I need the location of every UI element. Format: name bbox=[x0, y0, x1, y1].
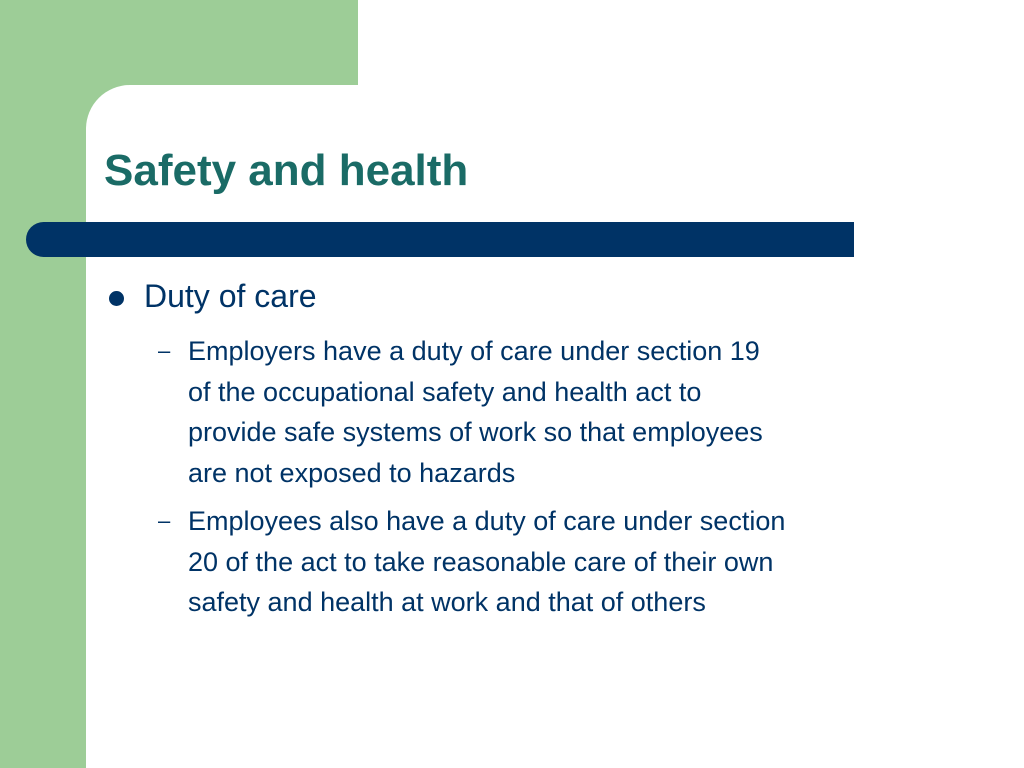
bullet-text: Duty of care bbox=[144, 278, 317, 314]
slide-title: Safety and health bbox=[104, 146, 469, 195]
sub-bullet-line: safety and health at work and that of others bbox=[188, 587, 706, 618]
title-underline-bar bbox=[26, 222, 854, 257]
sub-bullet-text bbox=[188, 331, 763, 494]
sub-bullet-line: of the occupational safety and health act to bbox=[188, 376, 702, 407]
bullet-dot-icon bbox=[109, 291, 124, 306]
dash-marker-icon: – bbox=[158, 338, 171, 363]
sub-bullet-text bbox=[188, 501, 785, 623]
sub-bullet-line: Employers have a duty of care under section 19 bbox=[188, 336, 760, 366]
sub-bullet-line: are not exposed to hazards bbox=[188, 458, 516, 489]
sub-bullet-line: Employees also have a duty of care under section bbox=[188, 506, 786, 536]
sub-bullet-line: 20 of the act to take reasonable care of their own bbox=[188, 546, 774, 577]
sub-bullet-line: provide safe systems of work so that employees bbox=[188, 417, 763, 448]
dash-marker-icon: – bbox=[158, 508, 171, 533]
